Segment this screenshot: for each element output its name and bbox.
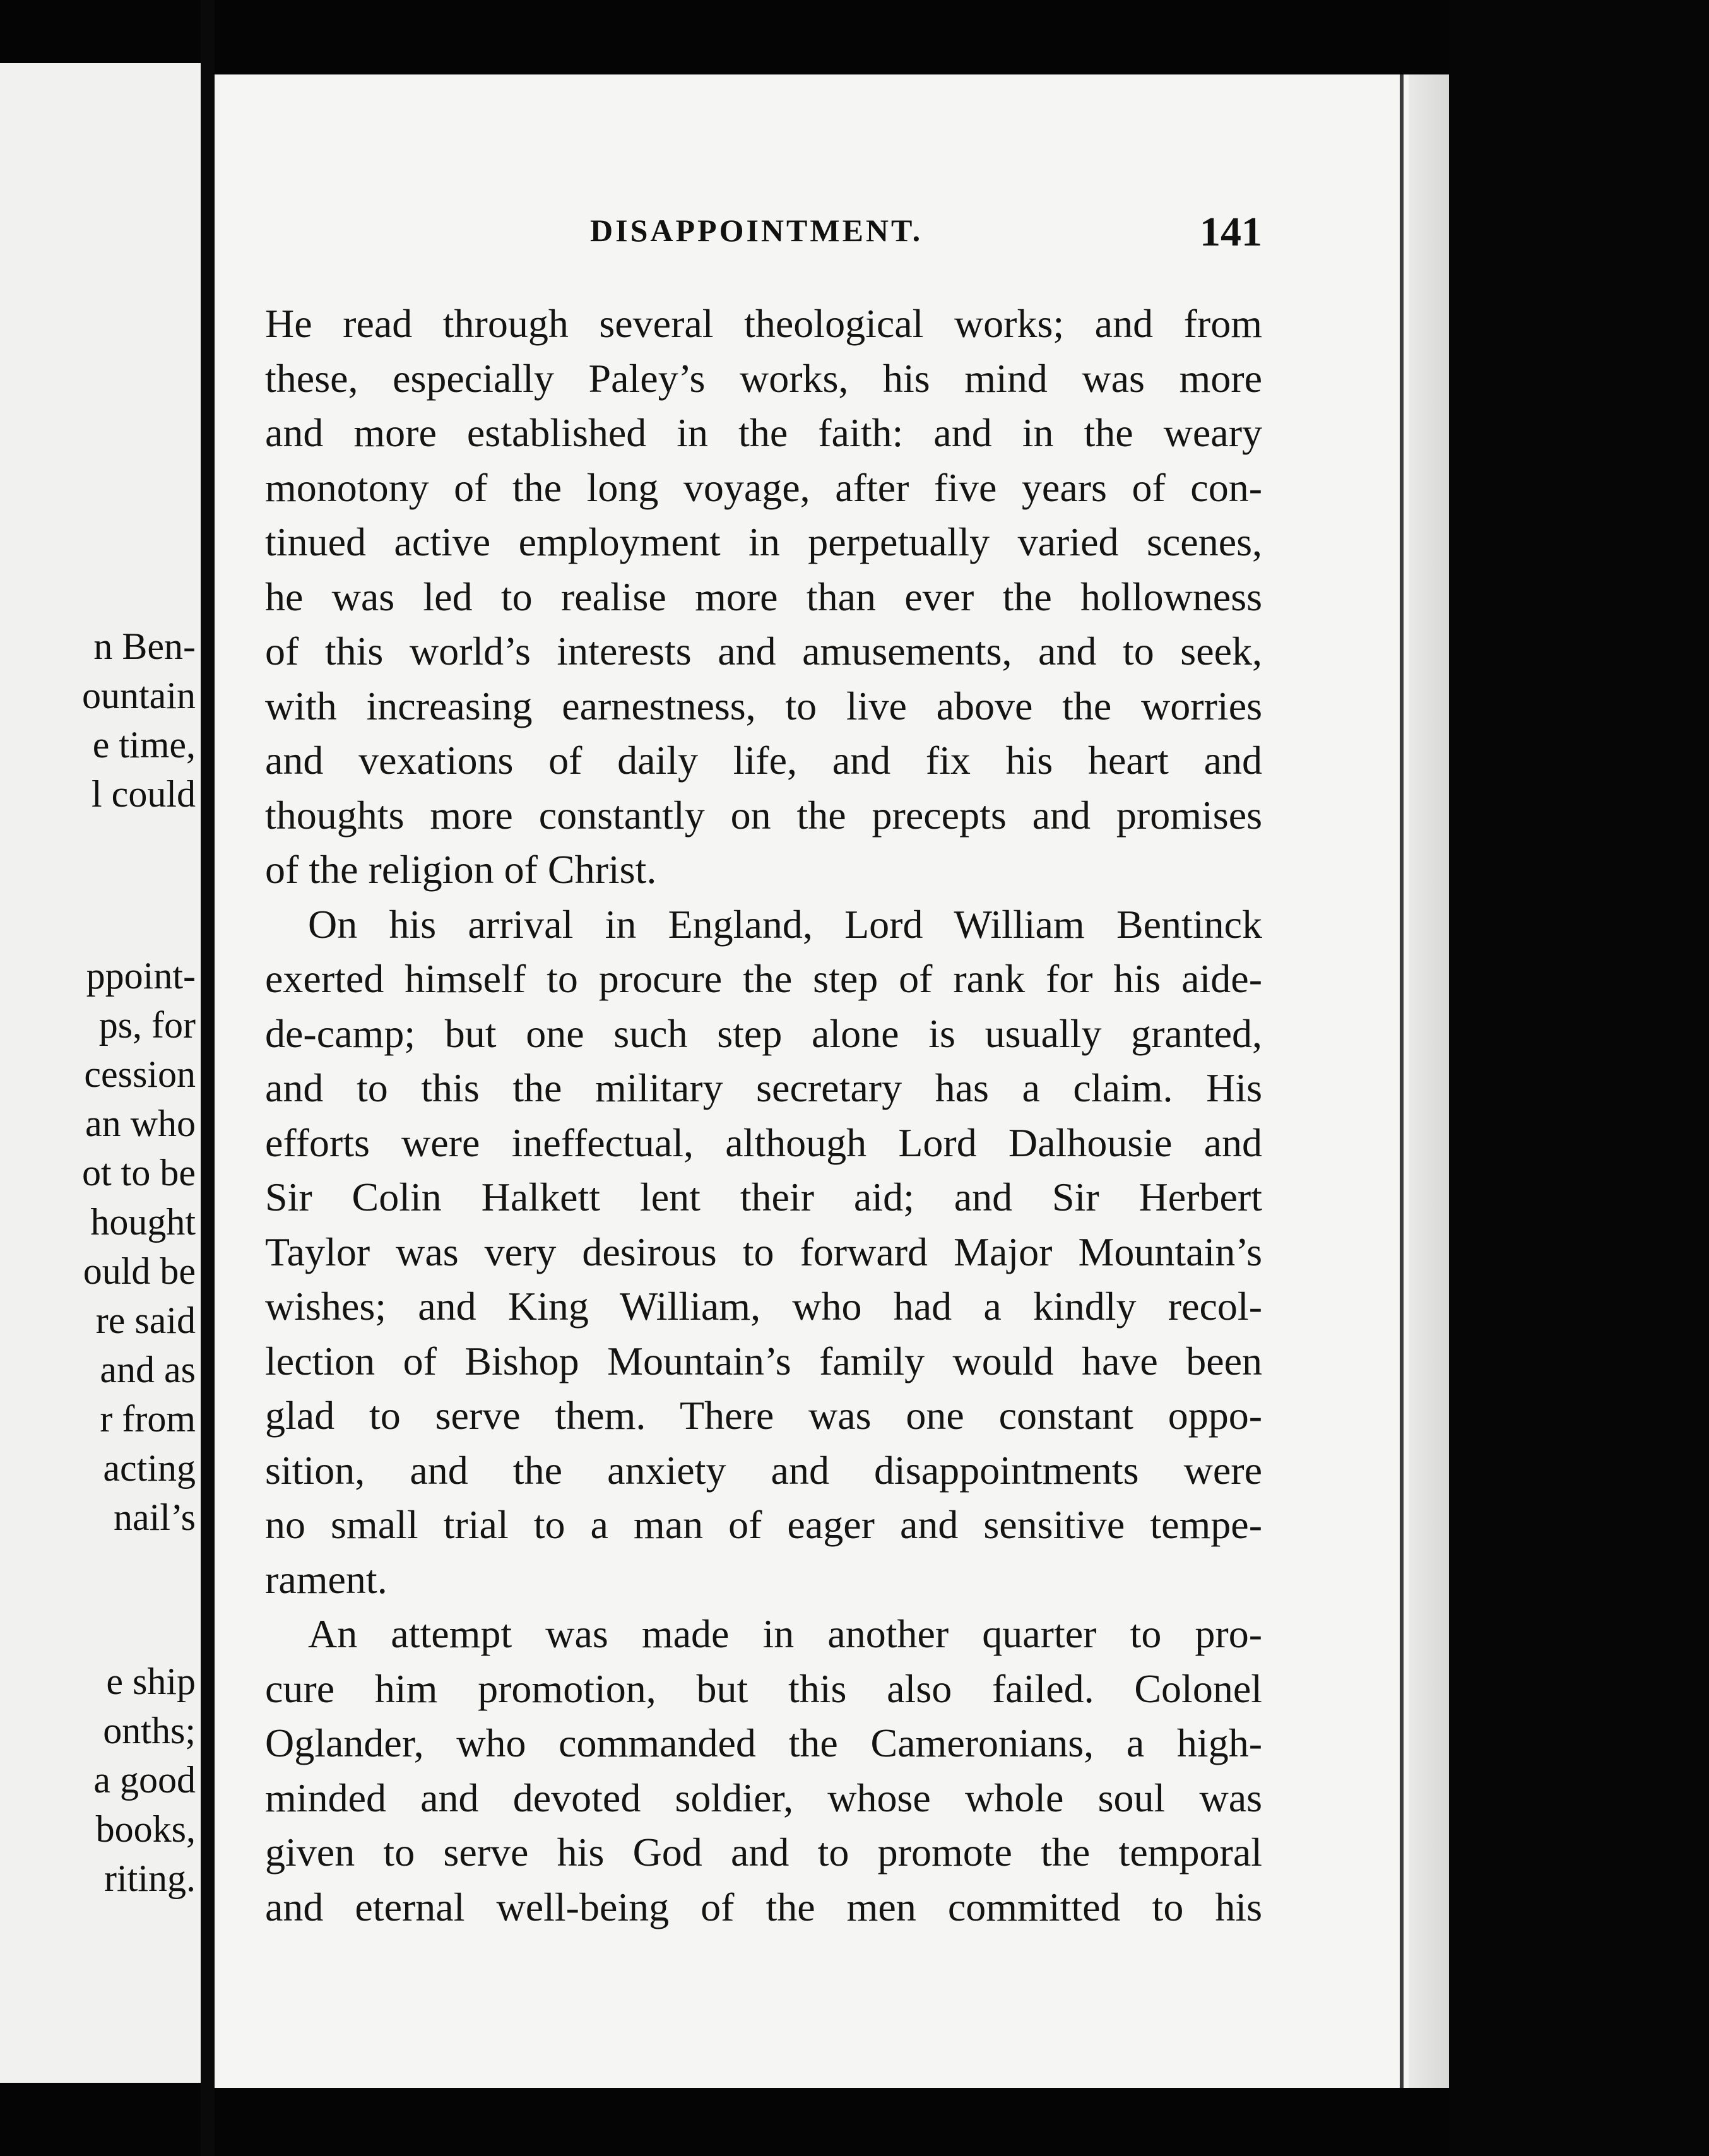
text-line: monotony of the long voyage, after five years of con- [265, 465, 1262, 510]
text-line: exerted himself to procure the step of rank for his aide- [265, 956, 1262, 1001]
text-line: sition, and the anxiety and disappointments were [265, 1447, 1262, 1493]
text-line: these, especially Paley’s works, his mind was more [265, 355, 1262, 401]
text-line: wishes; and King William, who had a kindly recol- [265, 1284, 1262, 1329]
text-line: and eternal well-being of the men committed to his [265, 1884, 1262, 1929]
text-line: given to serve his God and to promote the temporal [265, 1830, 1262, 1875]
text-line: rament. [265, 1556, 387, 1602]
left-page-line: ot to be [82, 1152, 196, 1194]
page-edge-stack [1409, 74, 1449, 2088]
text-line: minded and devoted soldier, whose whole soul was [265, 1775, 1262, 1820]
left-page-line: a good [93, 1759, 196, 1801]
chapter-title: DISAPPOINTMENT. [590, 213, 923, 248]
left-page-line: ountain [82, 675, 196, 716]
text-line: lection of Bishop Mountain’s family would have been [265, 1338, 1262, 1383]
text-line: He read through several theological works; and from [265, 301, 1262, 346]
page-number: 141 [1200, 209, 1262, 255]
text-line: of this world’s interests and amusements, and to seek, [265, 629, 1262, 673]
background-dark [1449, 0, 1709, 2156]
text-line: with increasing earnestness, to live above the worries [265, 683, 1262, 728]
left-page-line: onths; [103, 1710, 196, 1751]
left-page-line: ps, for [98, 1004, 196, 1046]
text-line: no small trial to a man of eager and sensitive tempe- [265, 1502, 1262, 1547]
left-page-line: ppoint- [86, 955, 196, 997]
text-line: de-camp; but one such step alone is usually granted, [265, 1010, 1262, 1056]
left-page-line: e ship [106, 1661, 196, 1702]
text-line: he was led to realise more than ever the hollowness [265, 574, 1262, 619]
page-edge-line [1400, 74, 1404, 2088]
body-text [265, 297, 1262, 1934]
left-page-line: re said [95, 1300, 196, 1341]
left-page-line: hought [90, 1201, 196, 1243]
text-line: On his arrival in England, Lord William Bentinck [308, 901, 1262, 947]
text-line: thoughts more constantly on the precepts and promises [265, 792, 1262, 838]
left-page-line: l could [92, 773, 196, 815]
left-page-line: books, [95, 1808, 196, 1850]
left-page [0, 63, 201, 2083]
text-line: and to this the military secretary has a claim. His [265, 1065, 1262, 1110]
left-page-line: r from [100, 1398, 196, 1440]
text-line: An attempt was made in another quarter to pro- [308, 1611, 1262, 1656]
text-line: of the religion of Christ. [265, 847, 657, 892]
left-page-line: cession [84, 1053, 196, 1095]
text-line: efforts were ineffectual, although Lord Dalhousie and [265, 1120, 1262, 1165]
text-line: tinued active employment in perpetually varied scenes, [265, 519, 1262, 564]
book-gutter [201, 0, 215, 2156]
left-page-line: and as [100, 1349, 196, 1390]
text-line: cure him promotion, but this also failed. Colonel [265, 1666, 1262, 1711]
left-page-line: e time, [92, 724, 196, 766]
left-page-line: ould be [83, 1250, 196, 1292]
running-head [265, 208, 1262, 259]
text-line: glad to serve them. There was one constant oppo- [265, 1393, 1262, 1438]
text-line: Taylor was very desirous to forward Major Mountain’s [265, 1229, 1262, 1274]
text-line: and more established in the faith: and in the weary [265, 410, 1262, 455]
text-line: and vexations of daily life, and fix his heart and [265, 738, 1262, 783]
left-page-line: acting [103, 1447, 196, 1489]
left-page-line: n Ben- [93, 625, 196, 667]
text-line: Sir Colin Halkett lent their aid; and Sir Herbert [265, 1175, 1262, 1219]
left-page-line: an who [85, 1103, 196, 1144]
left-page-line: nail’s [114, 1496, 196, 1538]
text-line: Oglander, who commanded the Cameronians, a high- [265, 1721, 1262, 1765]
left-page-line: riting. [104, 1857, 196, 1899]
